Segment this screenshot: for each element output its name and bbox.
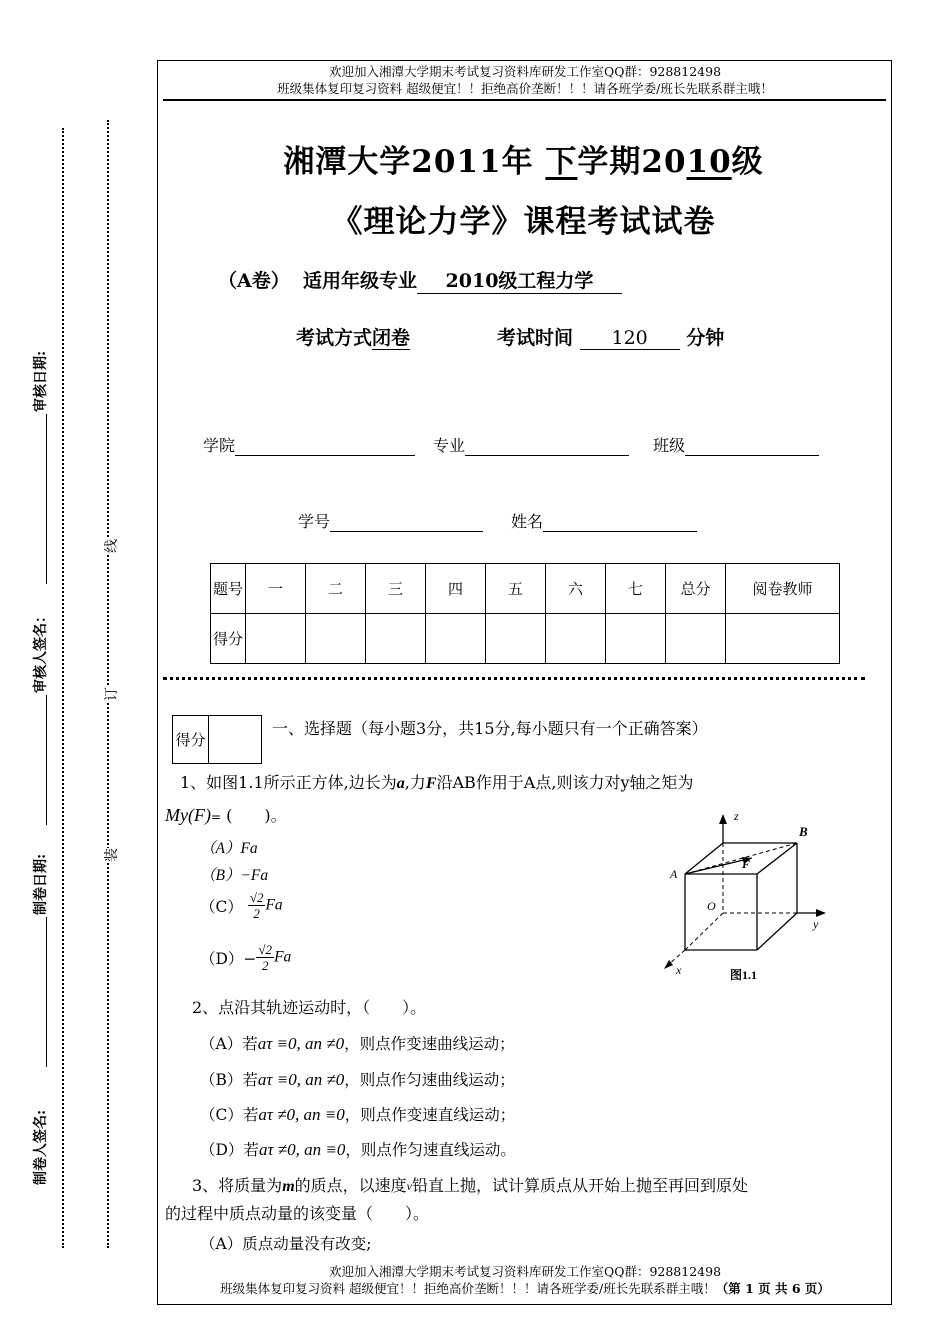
q1-option-b[interactable]: （B）−Fa bbox=[200, 867, 269, 884]
q1-text: 1、如图1.1所示正方体,边长为a,力F沿AB作用于A点,则该力对y轴之矩为 bbox=[180, 773, 694, 792]
exam-time: 考试时间 120 分钟 bbox=[497, 327, 725, 349]
label-x: x bbox=[676, 963, 682, 977]
cube-edge bbox=[757, 843, 797, 874]
footer-line-1: 欢迎加入湘潭大学期末考试复习资料库研发工作室QQ群：928812498 bbox=[328, 1264, 722, 1279]
binding-dotted-line-inner bbox=[107, 120, 109, 1248]
score-cell[interactable] bbox=[246, 614, 306, 664]
score-cell[interactable] bbox=[366, 614, 426, 664]
binding-dotted-line-outer bbox=[62, 128, 64, 1248]
major-field: 专业 bbox=[433, 433, 629, 456]
header-line-2: 班级集体复印复习资料 超级便宜！！拒绝高价垄断！！！请各班学委/班长先联系群主哦！ bbox=[277, 81, 773, 96]
score-col-header: 六 bbox=[546, 564, 606, 614]
z-arrowhead bbox=[719, 814, 727, 824]
question-number-header: 题号 bbox=[211, 564, 246, 614]
score-col-header: 一 bbox=[246, 564, 306, 614]
section-separator bbox=[163, 677, 865, 680]
q3-option-a[interactable]: （A）质点动量没有改变; bbox=[200, 1235, 372, 1253]
binding-line-char: 线 bbox=[101, 539, 121, 553]
header-line-1: 欢迎加入湘潭大学期末考试复习资料库研发工作室QQ群：928812498 bbox=[328, 64, 722, 79]
score-cell[interactable] bbox=[606, 614, 666, 664]
binding-ding-char: 订 bbox=[101, 687, 121, 701]
make-date-line bbox=[46, 917, 47, 1067]
review-date-line bbox=[46, 414, 47, 584]
q1-moment: My(F)= ( )。 bbox=[165, 805, 287, 825]
exam-mode: 考试方式闭卷 bbox=[296, 327, 411, 349]
score-col-header: 四 bbox=[426, 564, 486, 614]
label-A: A bbox=[670, 867, 678, 881]
class-input[interactable] bbox=[685, 437, 819, 456]
review-date-label: 审核日期: bbox=[33, 350, 49, 412]
score-col-header: 五 bbox=[486, 564, 546, 614]
q2-option-b[interactable]: （B）若aτ ≡0, an ≠0，则点作匀速曲线运动； bbox=[200, 1070, 515, 1089]
student-id-field: 学号 bbox=[298, 509, 483, 532]
q3-text-line2: 的过程中质点动量的该变量（ ）。 bbox=[165, 1204, 430, 1223]
cube-figure bbox=[660, 808, 850, 988]
score-col-header: 七 bbox=[606, 564, 666, 614]
score-cell[interactable] bbox=[486, 614, 546, 664]
footer-line-2: 班级集体复印复习资料 超级便宜！！拒绝高价垄断！！！请各班学委/班长先联系群主哦！（第 1 页 共 6 页） bbox=[220, 1281, 830, 1296]
student-id-input[interactable] bbox=[330, 513, 483, 532]
q1-option-a[interactable]: （A）Fa bbox=[200, 840, 258, 857]
score-cell[interactable] bbox=[426, 614, 486, 664]
q1-option-d[interactable]: （D）− $\frac{√2}{2}$ Fa bbox=[200, 942, 292, 973]
q3-text: 3、将质量为m的质点，以速度$^v$铅直上抛，试计算质点从开始上抛至再回到原处 bbox=[192, 1176, 748, 1195]
q2-option-a[interactable]: （A）若aτ ≡0, an ≠0，则点作变速曲线运动； bbox=[200, 1034, 515, 1053]
name-field: 姓名 bbox=[511, 509, 697, 532]
q2-option-d[interactable]: （D）若aτ ≠0, an ≡0，则点作匀速直线运动。 bbox=[200, 1140, 516, 1159]
maker-sign-label: 制卷人签名: bbox=[33, 1109, 49, 1185]
grader-header: 阅卷教师 bbox=[726, 564, 840, 614]
score-cell[interactable] bbox=[666, 614, 726, 664]
figure-caption: 图1.1 bbox=[730, 968, 758, 982]
page-number: （第 1 页 共 6 页） bbox=[715, 1281, 830, 1296]
q2-option-c[interactable]: （C）若aτ ≠0, an ≡0，则点作变速直线运动； bbox=[200, 1105, 516, 1124]
class-field: 班级 bbox=[653, 433, 819, 456]
y-arrowhead bbox=[816, 909, 826, 917]
score-col-header: 二 bbox=[306, 564, 366, 614]
score-cell[interactable] bbox=[726, 614, 840, 664]
hidden-edge bbox=[685, 913, 723, 950]
course-title: 《理论力学》课程考试试卷 bbox=[331, 204, 716, 240]
score-table bbox=[210, 563, 840, 664]
label-O: O bbox=[707, 899, 716, 913]
label-B: B bbox=[799, 824, 808, 839]
make-date-label: 制卷日期: bbox=[33, 853, 49, 915]
score-col-header: 三 bbox=[366, 564, 426, 614]
header-rule bbox=[163, 99, 886, 101]
q1-option-c[interactable]: （C） $\frac{√2}{2}$ Fa bbox=[200, 890, 283, 921]
label-F: F bbox=[742, 857, 751, 871]
page-title: 湘潭大学2011年 下学期2010级 bbox=[283, 144, 764, 180]
score-row-label: 得分 bbox=[211, 614, 246, 664]
section1-heading: 一、选择题（每小题3分，共15分,每小题只有一个正确答案） bbox=[272, 719, 708, 738]
label-z: z bbox=[734, 809, 739, 823]
section1-score-label: 得分 bbox=[173, 716, 209, 764]
college-field: 学院 bbox=[203, 433, 415, 456]
section1-score-box bbox=[172, 715, 262, 764]
label-y: y bbox=[813, 917, 819, 931]
binding-zhuang-char: 装 bbox=[101, 848, 121, 862]
score-cell[interactable] bbox=[546, 614, 606, 664]
section1-score-cell[interactable] bbox=[209, 716, 262, 764]
reviewer-sign-line bbox=[46, 695, 47, 825]
score-cell[interactable] bbox=[306, 614, 366, 664]
name-input[interactable] bbox=[543, 513, 697, 532]
college-input[interactable] bbox=[235, 437, 415, 456]
reviewer-sign-label: 审核人签名： bbox=[33, 609, 49, 693]
q2-text: 2、点沿其轨迹运动时，（ ）。 bbox=[192, 998, 427, 1017]
exam-applicable: （A卷） 适用年级专业 2010级工程力学 bbox=[218, 266, 622, 294]
score-col-header: 总分 bbox=[666, 564, 726, 614]
cube-edge bbox=[757, 913, 797, 950]
major-input[interactable] bbox=[465, 437, 629, 456]
